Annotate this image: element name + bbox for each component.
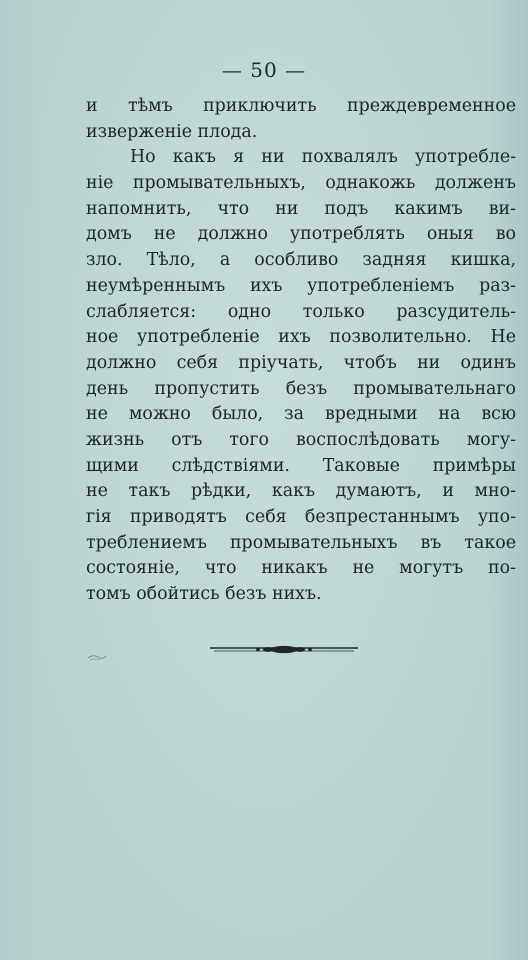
text-line: изверженіе плода.	[86, 121, 258, 142]
text-line: и тѣмъ приключить преждевременное	[86, 96, 516, 116]
text-line: треблениемъ промывательныхъ въ такое	[86, 532, 516, 553]
text-line: не такъ рѣдки, какъ думаютъ, и мно-	[86, 481, 516, 502]
page-number: — 50 —	[221, 58, 307, 82]
text-line: напомнить, что ни подъ какимъ ви-	[86, 198, 516, 219]
ink-smudge	[86, 652, 108, 662]
body-text	[86, 94, 516, 608]
text-line: щими слѣдствіями. Таковые примѣры	[86, 455, 516, 476]
text-line: ніе промывательныхъ, однакожь долженъ	[86, 173, 516, 194]
text-line: слабляется: одно только разсудитель-	[86, 301, 516, 322]
text-line: жизнь отъ того воспослѣдовать могу-	[86, 429, 516, 450]
text-line: должно себя пріучать, чтобъ ни одинъ	[86, 352, 516, 373]
text-line: не можно было, за вредными на всю	[86, 404, 516, 425]
text-line: гія приводятъ себя безпрестаннымъ упо-	[86, 507, 516, 527]
text-line: зло. Тѣло, а особливо задняя кишка,	[86, 250, 516, 271]
text-line: неумѣреннымъ ихъ употребленіемъ раз-	[86, 275, 516, 296]
text-line: день пропустить безъ промывательнаго	[86, 378, 516, 399]
text-line: ное употребленіе ихъ позволительно. Не	[86, 327, 516, 348]
text-line: состояніе, что никакъ не могутъ по-	[86, 558, 516, 579]
ornamental-rule	[210, 640, 358, 658]
text-line: томъ обойтись безъ нихъ.	[86, 584, 322, 605]
text-line: домъ не должно употреблять оныя во	[86, 224, 516, 245]
text-line: Но какъ я ни похвалялъ употребле-	[130, 147, 516, 168]
